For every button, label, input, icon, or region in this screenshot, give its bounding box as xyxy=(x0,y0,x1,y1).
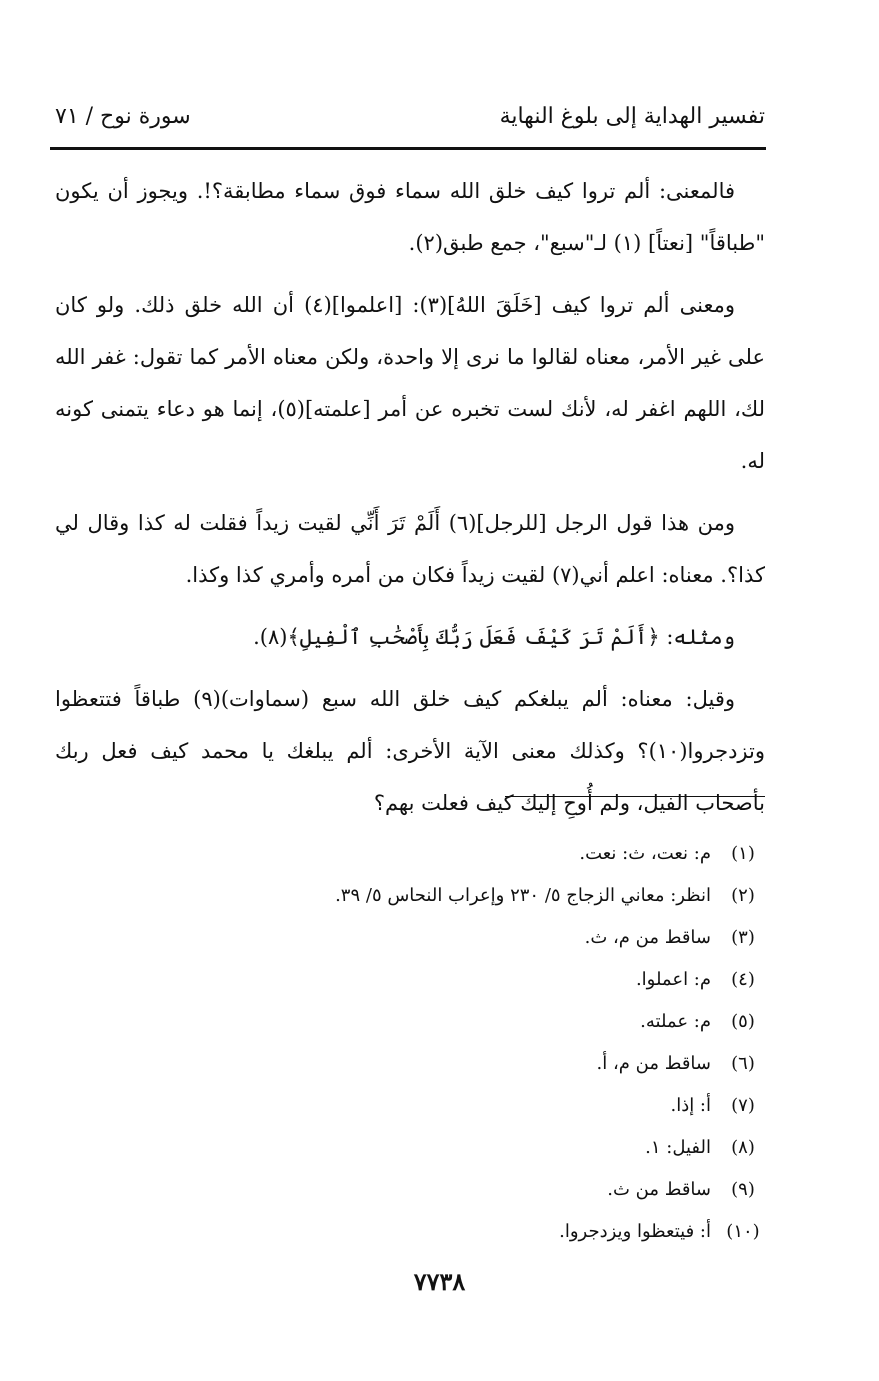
footnote-number: (٥) xyxy=(731,1011,755,1032)
quran-quote-paragraph: ومثله: ﴿أَلَمْ تَرَ كَيْفَ فَعَلَ رَبُّكَ بِأَصْحَٰبِ ٱلْفِيلِ﴾(٨). xyxy=(253,625,735,649)
footnote-number: (٧) xyxy=(731,1095,755,1116)
footnote-number: (٨) xyxy=(731,1137,755,1158)
footnote-text: م: اعملوا. xyxy=(635,969,711,990)
paragraph: وقيل: معناه: ألم يبلغكم كيف خلق الله سبع (سماوات)(٩) طباقاً فتتعظوا وتزدجروا(١٠)؟ وكذلك معنى الآية الأخرى: ألم يبلغك يا محمد كيف فعل ربك بأصحاب الفيل، ولم أُوحِ إليك كيف فعلت بهم؟ xyxy=(55,687,765,815)
footnote-number: (٤) xyxy=(731,969,755,990)
footnote-text: أ: فيتعظوا ويزدجروا. xyxy=(559,1221,711,1242)
footnote-number: (٦) xyxy=(731,1053,755,1074)
footnote-text: أ: إذا. xyxy=(670,1095,711,1116)
footnote-text: م: عملته. xyxy=(640,1011,711,1032)
surah-page-label: سورة نوح / ٧١ xyxy=(55,104,191,129)
footnote xyxy=(55,1211,765,1253)
footnote-text: انظر: معاني الزجاج ٥/ ٢٣٠ وإعراب النحاس ٥/ ٣٩. xyxy=(335,885,711,906)
footnote xyxy=(55,917,765,959)
footnote-text: ساقط من م، أ. xyxy=(596,1053,711,1074)
paragraph: ومعنى ألم تروا كيف [خَلَقَ اللهُ](٣): [اعلموا](٤) أن الله خلق ذلك. ولو كان على غير الأمر، معناه لقالوا ما نرى إلا واحدة، ولكن معناه الأمر كما تقول: غفر الله لك، اللهم اغفر له، لأنك لست تخبره عن أمر [علمته](٥)، إنما هو دعاء يتمنى كونه له. xyxy=(55,293,765,473)
footnote xyxy=(55,1085,765,1127)
footnote-number: (١٠) xyxy=(726,1221,760,1242)
footnote-text: م: نعت، ث: نعت. xyxy=(579,843,711,864)
page-number: ٧٧٣٨ xyxy=(413,1267,466,1296)
footnotes xyxy=(55,833,765,1253)
footnote xyxy=(55,1169,765,1211)
footnote-number: (٣) xyxy=(731,927,755,948)
running-header xyxy=(55,100,765,142)
footnote xyxy=(55,959,765,1001)
footnote-number: (٩) xyxy=(731,1179,755,1200)
footnote-text: ساقط من ث. xyxy=(607,1179,711,1200)
footnote xyxy=(55,875,765,917)
footnote-text: الفيل: ١. xyxy=(645,1137,711,1158)
footnote-text: ساقط من م، ث. xyxy=(584,927,711,948)
paragraph: فالمعنى: ألم تروا كيف خلق الله سماء فوق سماء مطابقة؟!. ويجوز أن يكون "طباقاً" [نعتاً] (١) لـ"سبع"، جمع طبق(٢). xyxy=(55,179,765,255)
footnote-number: (١) xyxy=(731,843,755,864)
footnote-number: (٢) xyxy=(731,885,755,906)
book-title: تفسير الهداية إلى بلوغ النهاية xyxy=(499,104,765,129)
footnote-separator xyxy=(505,796,765,797)
footnote xyxy=(55,833,765,875)
footnote xyxy=(55,1043,765,1085)
main-text xyxy=(55,165,765,829)
paragraph: ومن هذا قول الرجل [للرجل](٦) أَلَمْ تَرَ أَنِّي لقيت زيداً فقلت له كذا وقال لي كذا؟. معناه: اعلم أني(٧) لقيت زيداً فكان من أمره وأمري كذا وكذا. xyxy=(55,511,765,587)
header-rule xyxy=(50,147,766,150)
footnote xyxy=(55,1001,765,1043)
footnote xyxy=(55,1127,765,1169)
